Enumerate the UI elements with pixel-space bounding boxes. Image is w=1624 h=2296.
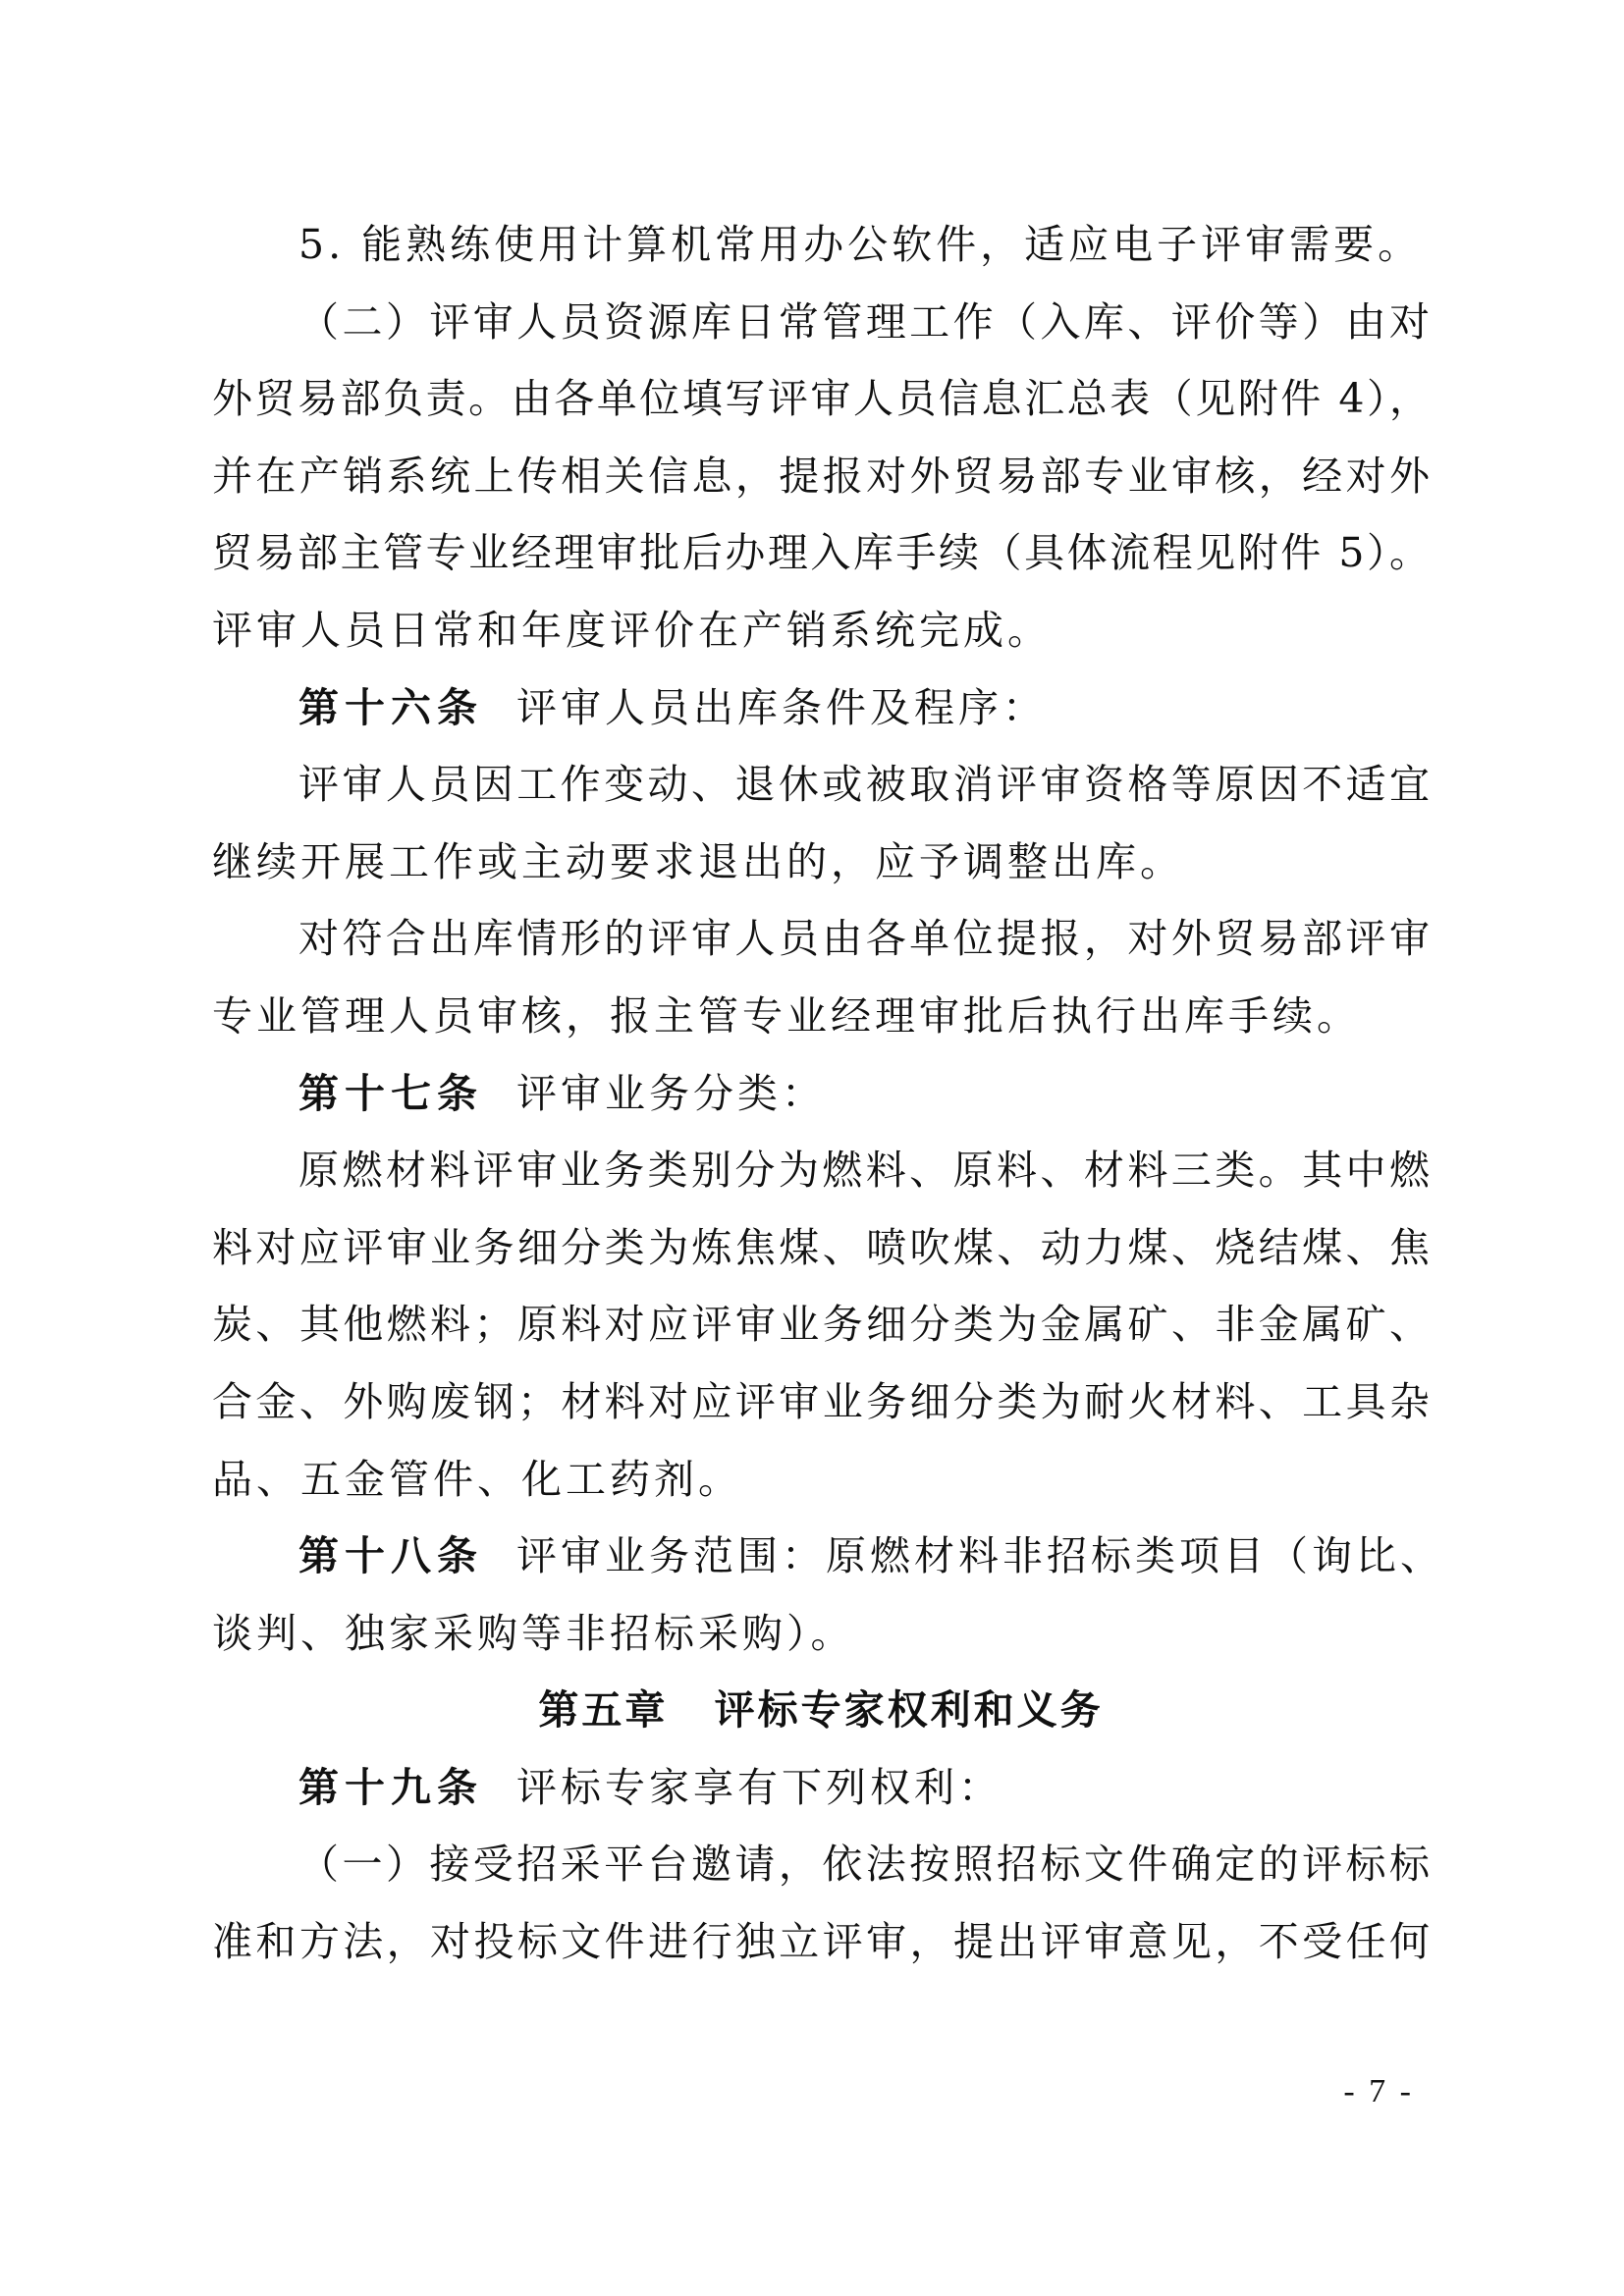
document-body: [212, 206, 1444, 1981]
page-number: - 7 -: [1343, 2073, 1414, 2109]
paragraph-line: 准和方法，对投标文件进行独立评审，提出评审意见，不受任何: [212, 1918, 1430, 1966]
paragraph-item-5: 5. 能熟练使用计算机常用办公软件，适应电子评审需要。: [298, 221, 1423, 268]
paragraph-line: （二）评审人员资源库日常管理工作（入库、评价等）由对: [298, 297, 1430, 346]
article-17-text: 评审业务分类：: [516, 1069, 826, 1117]
paragraph-line: 品、五金管件、化工药剂。: [212, 1455, 742, 1503]
article-19: [212, 1749, 1430, 1827]
article-18-label: 第十八条: [298, 1532, 483, 1580]
article-16: [212, 669, 1430, 747]
paragraph-line: 合金、外购废钢；材料对应评审业务细分类为耐火材料、工具杂: [212, 1377, 1430, 1425]
article-17-label: 第十七条: [298, 1069, 483, 1117]
paragraph-line: 炭、其他燃料；原料对应评审业务细分类为金属矿、非金属矿、: [212, 1301, 1430, 1349]
paragraph-line: 对符合出库情形的评审人员由各单位提报，对外贸易部评审: [298, 915, 1430, 963]
paragraph-line: 原燃材料评审业务类别分为燃料、原料、材料三类。其中燃: [298, 1147, 1430, 1195]
paragraph-line: 贸易部主管专业经理审批后办理入库手续（具体流程见附件 5）。: [212, 529, 1430, 577]
paragraph-line: 评审人员日常和年度评价在产销系统完成。: [212, 606, 1052, 654]
paragraph-line: 专业管理人员审核，报主管专业经理审批后执行出库手续。: [212, 991, 1361, 1040]
paragraph-line: 并在产销系统上传相关信息，提报对外贸易部专业审核，经对外: [212, 452, 1430, 500]
article-17: [212, 1055, 1430, 1133]
paragraph-line: （一）接受招采平台邀请，依法按照招标文件确定的评标标: [298, 1841, 1430, 1889]
article-18-text: 评审业务范围：原燃材料非招标类项目（询比、: [516, 1532, 1444, 1580]
paragraph-line: 谈判、独家采购等非招标采购）。: [212, 1609, 855, 1657]
paragraph-line: 外贸易部负责。由各单位填写评审人员信息汇总表（见附件 4），: [212, 375, 1430, 423]
paragraph-line: 评审人员因工作变动、退休或被取消评审资格等原因不适宜: [298, 761, 1430, 809]
paragraph-line: 继续开展工作或主动要求退出的，应予调整出库。: [212, 837, 1184, 885]
article-19-text: 评标专家享有下列权利：: [516, 1763, 1002, 1811]
article-19-label: 第十九条: [298, 1763, 483, 1811]
article-16-text: 评审人员出库条件及程序：: [516, 683, 1047, 731]
paragraph-line: 料对应评审业务细分类为炼焦煤、喷吹煤、动力煤、烧结煤、焦: [212, 1223, 1430, 1271]
article-16-label: 第十六条: [298, 683, 483, 731]
chapter-heading: 第五章 评标专家权利和义务: [538, 1686, 1104, 1735]
article-18: [212, 1518, 1444, 1595]
